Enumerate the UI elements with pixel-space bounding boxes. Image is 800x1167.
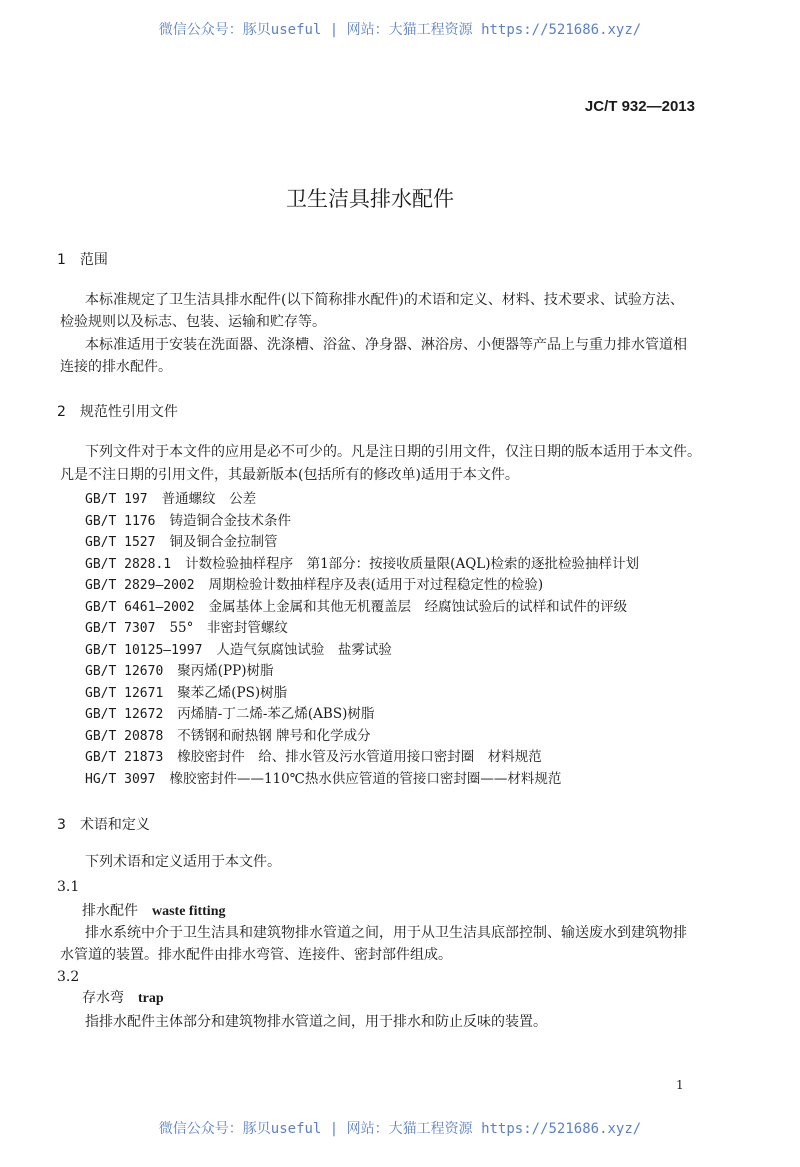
reference-item: [85, 576, 543, 595]
reference-code: GB/T 6461—2002: [85, 599, 195, 615]
reference-code: GB/T 1176: [85, 513, 156, 529]
paragraph: 检验规则以及标志、包装、运输和贮存等。: [60, 314, 326, 330]
term-number: 3.2: [57, 969, 80, 985]
paragraph: 本标准适用于安装在洗面器、洗涤槽、浴盆、净身器、淋浴房、小便器等产品上与重力排水管道相: [85, 337, 687, 353]
paragraph: 本标准规定了卫生洁具排水配件(以下简称排水配件)的术语和定义、材料、技术要求、试验方法、: [85, 292, 684, 308]
reference-code: GB/T 1527: [85, 535, 156, 550]
paragraph: 连接的排水配件。: [60, 359, 172, 375]
reference-code: GB/T 7307: [85, 621, 156, 636]
reference-code: GB/T 12670: [85, 664, 164, 679]
reference-code: GB/T 2829—2002: [85, 578, 195, 593]
reference-title: 金属基体上金属和其他无机覆盖层 经腐蚀试验后的试样和试件的评级: [208, 598, 628, 615]
reference-item: [85, 684, 287, 703]
reference-code: GB/T 197: [85, 492, 148, 507]
reference-item: [85, 748, 542, 767]
reference-title: 丙烯腈-丁二烯-苯乙烯(ABS)树脂: [177, 706, 375, 722]
reference-code: HG/T 3097: [85, 771, 156, 787]
reference-item: [85, 512, 291, 531]
page-number: 1: [676, 1078, 684, 1092]
reference-title: 橡胶密封件——110℃热水供应管道的管接口密封圈——材料规范: [169, 770, 562, 787]
reference-item: [85, 705, 374, 724]
reference-title: 铸造铜合金技术条件: [169, 512, 291, 529]
term-heading: 存水弯 trap: [82, 990, 164, 1006]
reference-code: GB/T 2828.1: [85, 556, 172, 572]
section-2-heading: 2 规范性引用文件: [57, 404, 178, 420]
paragraph: 凡是不注日期的引用文件，其最新版本(包括所有的修改单)适用于本文件。: [60, 467, 519, 483]
reference-title: 周期检验计数抽样程序及表(适用于对过程稳定性的检验): [208, 577, 544, 593]
reference-item: [85, 598, 627, 617]
reference-item: [85, 533, 277, 552]
reference-title: 聚苯乙烯(PS)树脂: [177, 684, 288, 701]
term-definition: 指排水配件主体部分和建筑物排水管道之间，用于排水和防止反味的装置。: [85, 1014, 547, 1030]
reference-item: [85, 641, 392, 660]
reference-title: 普通螺纹 公差: [161, 491, 257, 507]
term-definition: 排水系统中介于卫生洁具和建筑物排水管道之间，用于从卫生洁具底部控制、输送废水到建筑物排: [85, 925, 687, 941]
term-number: 3.1: [57, 879, 80, 895]
watermark-bottom: 微信公众号：豚贝useful | 网站：大猫工程资源 https://521686.xyz/: [158, 1121, 642, 1137]
paragraph: 下列文件对于本文件的应用是必不可少的。凡是注日期的引用文件，仅注日期的版本适用于本文件。: [85, 444, 701, 460]
watermark-top: 微信公众号：豚贝useful | 网站：大猫工程资源 https://521686.xyz/: [158, 22, 642, 38]
reference-code: GB/T 20878: [85, 728, 164, 744]
reference-code: GB/T 21873: [85, 750, 164, 765]
reference-title: 计数检验抽样程序 第1部分：按接收质量限(AQL)检索的逐批检验抽样计划: [185, 555, 639, 572]
term-heading: 排水配件 waste fitting: [82, 903, 226, 919]
term-definition: 水管道的装置。排水配件由排水弯管、连接件、密封部件组成。: [60, 947, 452, 963]
reference-item: [85, 490, 256, 509]
reference-item: [85, 770, 561, 789]
section-1-heading: 1 范围: [57, 252, 108, 268]
reference-title: 55° 非密封管螺纹: [169, 620, 288, 636]
reference-item: [85, 662, 273, 681]
reference-code: GB/T 12671: [85, 685, 164, 701]
reference-title: 人造气氛腐蚀试验 盐雾试验: [216, 641, 392, 658]
reference-code: GB/T 12672: [85, 707, 164, 722]
reference-item: [85, 727, 371, 746]
reference-item: [85, 555, 639, 574]
reference-title: 铜及铜合金拉制管: [169, 534, 278, 550]
section-3-heading: 3 术语和定义: [57, 817, 150, 833]
reference-item: [85, 619, 288, 638]
standard-number: JC/T 932—2013: [584, 98, 695, 115]
reference-code: GB/T 10125—1997: [85, 642, 203, 658]
paragraph: 下列术语和定义适用于本文件。: [85, 854, 281, 870]
reference-title: 聚丙烯(PP)树脂: [177, 663, 274, 679]
document-title: 卫生洁具排水配件: [286, 187, 454, 211]
reference-title: 橡胶密封件 给、排水管及污水管道用接口密封圈 材料规范: [177, 749, 542, 765]
reference-title: 不锈钢和耐热钢 牌号和化学成分: [177, 727, 371, 744]
